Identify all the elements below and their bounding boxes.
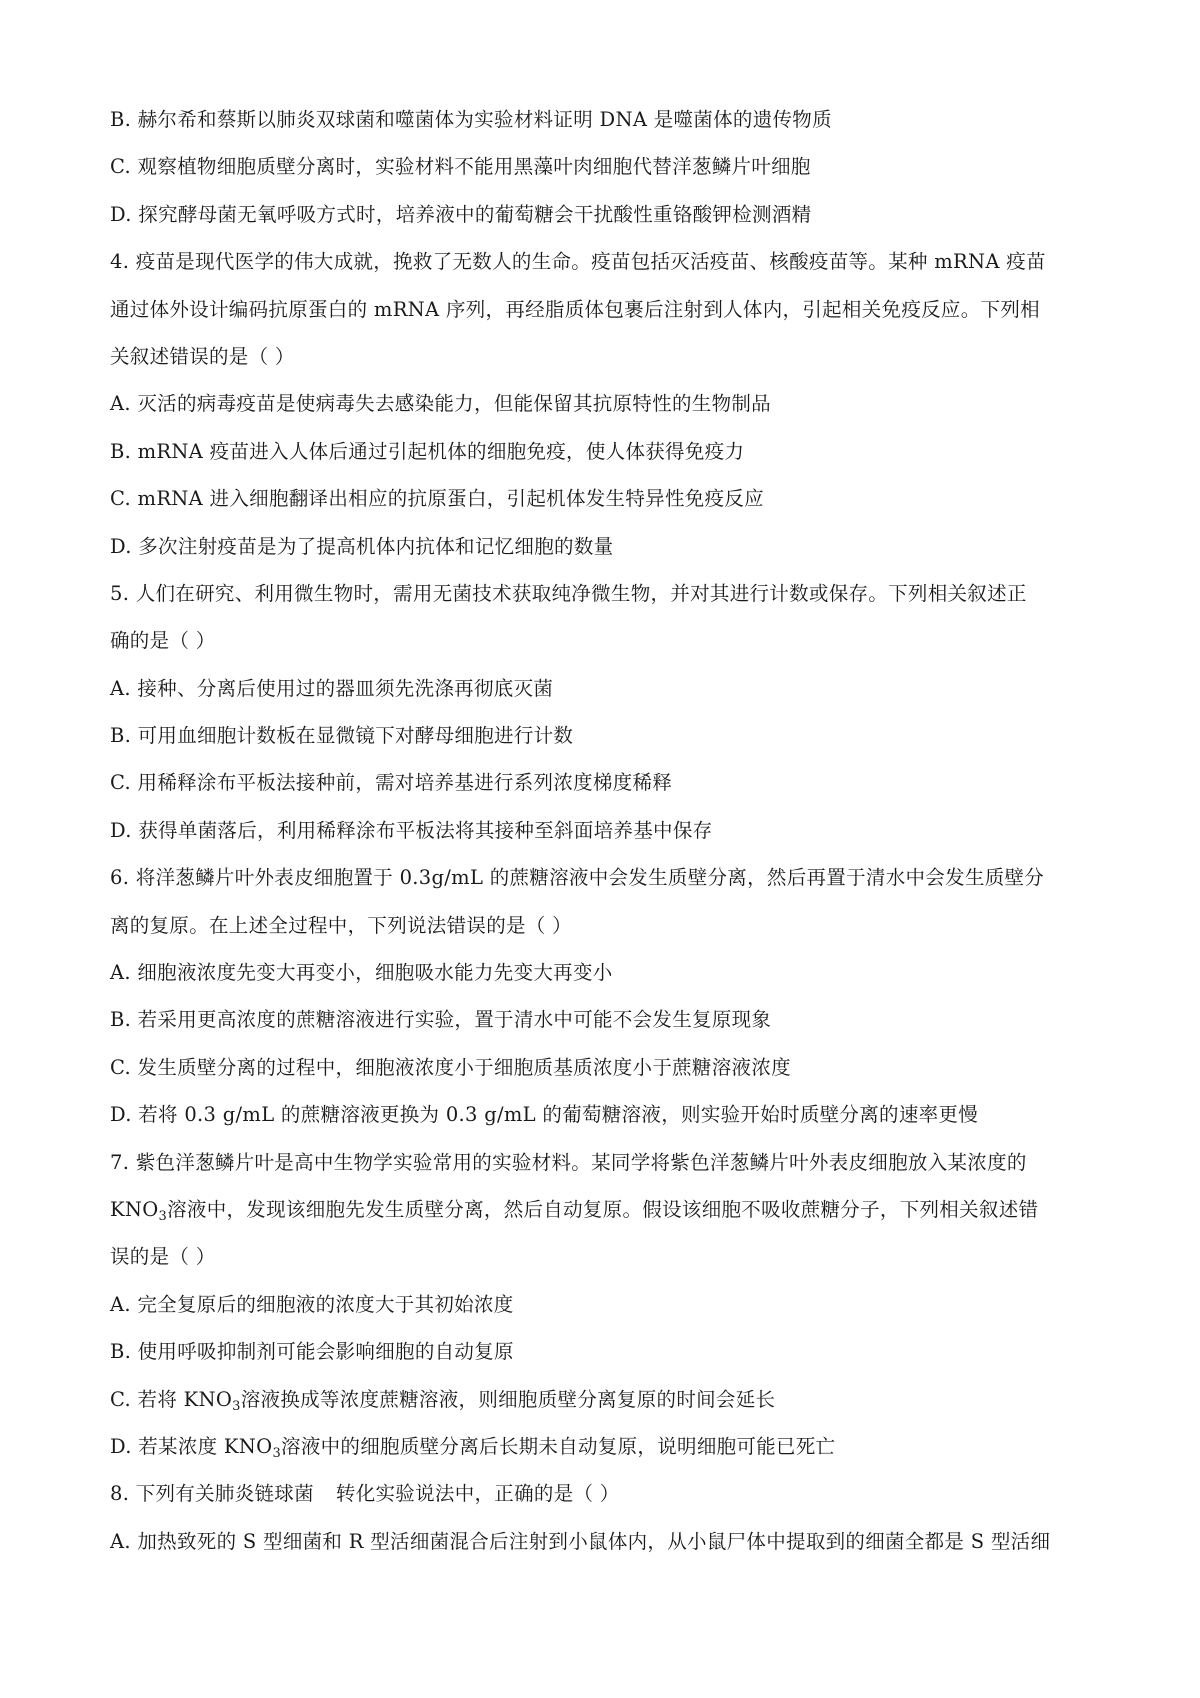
option-line: D. 多次注射疫苗是为了提高机体内抗体和记忆细胞的数量 bbox=[110, 534, 614, 558]
option-line: A. 加热致死的 S 型细菌和 R 型活细菌混合后注射到小鼠体内，从小鼠尸体中提取到的细菌全都是 S 型活细 bbox=[110, 1529, 1051, 1553]
option-line: D. 探究酵母菌无氧呼吸方式时，培养液中的葡萄糖会干扰酸性重铬酸钾检测酒精 bbox=[110, 202, 812, 226]
subscript: 3 bbox=[272, 1445, 282, 1461]
option-line bbox=[110, 1376, 1100, 1423]
question-4-stem: 通过体外设计编码抗原蛋白的 mRNA 序列，再经脂质体包裹后注射到人体内，引起相关免疫反应。下列相 bbox=[110, 297, 1040, 321]
text-segment: D. 若某浓度 KNO bbox=[110, 1434, 273, 1458]
option-line: D. 获得单菌落后，利用稀释涂布平板法将其接种至斜面培养基中保存 bbox=[110, 818, 713, 842]
text-segment: KNO bbox=[110, 1197, 159, 1221]
option-line: B. 使用呼吸抑制剂可能会影响细胞的自动复原 bbox=[110, 1340, 514, 1364]
option-line bbox=[110, 1423, 1100, 1470]
text-segment: C. 若将 KNO bbox=[110, 1387, 233, 1411]
option-line: A. 完全复原后的细胞液的浓度大于其初始浓度 bbox=[110, 1292, 514, 1316]
option-line: B. 若采用更高浓度的蔗糖溶液进行实验，置于清水中可能不会发生复原现象 bbox=[110, 1008, 772, 1032]
question-4-stem: 4. 疫苗是现代医学的伟大成就，挽救了无数人的生命。疫苗包括灭活疫苗、核酸疫苗等。某种 mRNA 疫苗 bbox=[110, 250, 1046, 274]
text-segment: 8. 下列有关肺炎链球菌 bbox=[110, 1482, 314, 1506]
question-4-stem: 关叙述错误的是（ ） bbox=[110, 344, 295, 368]
question-8-stem bbox=[110, 1470, 1100, 1517]
question-7-stem bbox=[110, 1186, 1100, 1233]
text-segment: 转化实验说法中，正确的是（ ） bbox=[335, 1482, 620, 1506]
option-line: B. 赫尔希和蔡斯以肺炎双球菌和噬菌体为实验材料证明 DNA 是噬菌体的遗传物质 bbox=[110, 108, 832, 131]
option-line: C. 用稀释涂布平板法接种前，需对培养基进行系列浓度梯度稀释 bbox=[110, 771, 673, 795]
option-line: D. 若将 0.3 g/mL 的蔗糖溶液更换为 0.3 g/mL 的葡萄糖溶液，则实验开始时质壁分离的速率更慢 bbox=[110, 1103, 979, 1127]
option-line: A. 灭活的病毒疫苗是使病毒失去感染能力，但能保留其抗原特性的生物制品 bbox=[110, 392, 771, 416]
text-segment: 溶液换成等浓度蔗糖溶液，则细胞质壁分离复原的时间会延长 bbox=[240, 1387, 776, 1411]
option-line: A. 接种、分离后使用过的器皿须先洗涤再彻底灭菌 bbox=[110, 676, 554, 700]
text-segment: 溶液中，发现该细胞先发生质壁分离，然后自动复原。假设该细胞不吸收蔗糖分子，下列相关叙述错 bbox=[167, 1197, 1039, 1221]
option-line: C. mRNA 进入细胞翻译出相应的抗原蛋白，引起机体发生特异性免疫反应 bbox=[110, 487, 764, 511]
option-line: B. 可用血细胞计数板在显微镜下对酵母细胞进行计数 bbox=[110, 724, 574, 748]
question-7-stem: 误的是（ ） bbox=[110, 1245, 216, 1269]
question-5-stem: 5. 人们在研究、利用微生物时，需用无菌技术获取纯净微生物，并对其进行计数或保存。下列相关叙述正 bbox=[110, 581, 1027, 605]
question-7-stem: 7. 紫色洋葱鳞片叶是高中生物学实验常用的实验材料。某同学将紫色洋葱鳞片叶外表皮细胞放入某浓度的 bbox=[110, 1150, 1027, 1174]
subscript: 3 bbox=[232, 1398, 241, 1414]
subscript: 3 bbox=[158, 1208, 168, 1224]
option-line: B. mRNA 疫苗进入人体后通过引起机体的细胞免疫，使人体获得免疫力 bbox=[110, 439, 745, 463]
option-line: C. 发生质壁分离的过程中，细胞液浓度小于细胞质基质浓度小于蔗糖溶液浓度 bbox=[110, 1055, 791, 1079]
text-segment: 溶液中的细胞质壁分离后长期未自动复原，说明细胞可能已死亡 bbox=[281, 1434, 836, 1458]
document-page bbox=[110, 96, 1100, 1565]
option-line: C. 观察植物细胞质壁分离时，实验材料不能用黑藻叶肉细胞代替洋葱鳞片叶细胞 bbox=[110, 155, 811, 179]
question-6-stem: 离的复原。在上述全过程中，下列说法错误的是（ ） bbox=[110, 913, 572, 937]
option-line: A. 细胞液浓度先变大再变小，细胞吸水能力先变大再变小 bbox=[110, 961, 613, 985]
question-5-stem: 确的是（ ） bbox=[110, 629, 216, 653]
question-6-stem: 6. 将洋葱鳞片叶外表皮细胞置于 0.3g/mL 的蔗糖溶液中会发生质壁分离，然后再置于清水中会发生质壁分 bbox=[110, 866, 1045, 890]
